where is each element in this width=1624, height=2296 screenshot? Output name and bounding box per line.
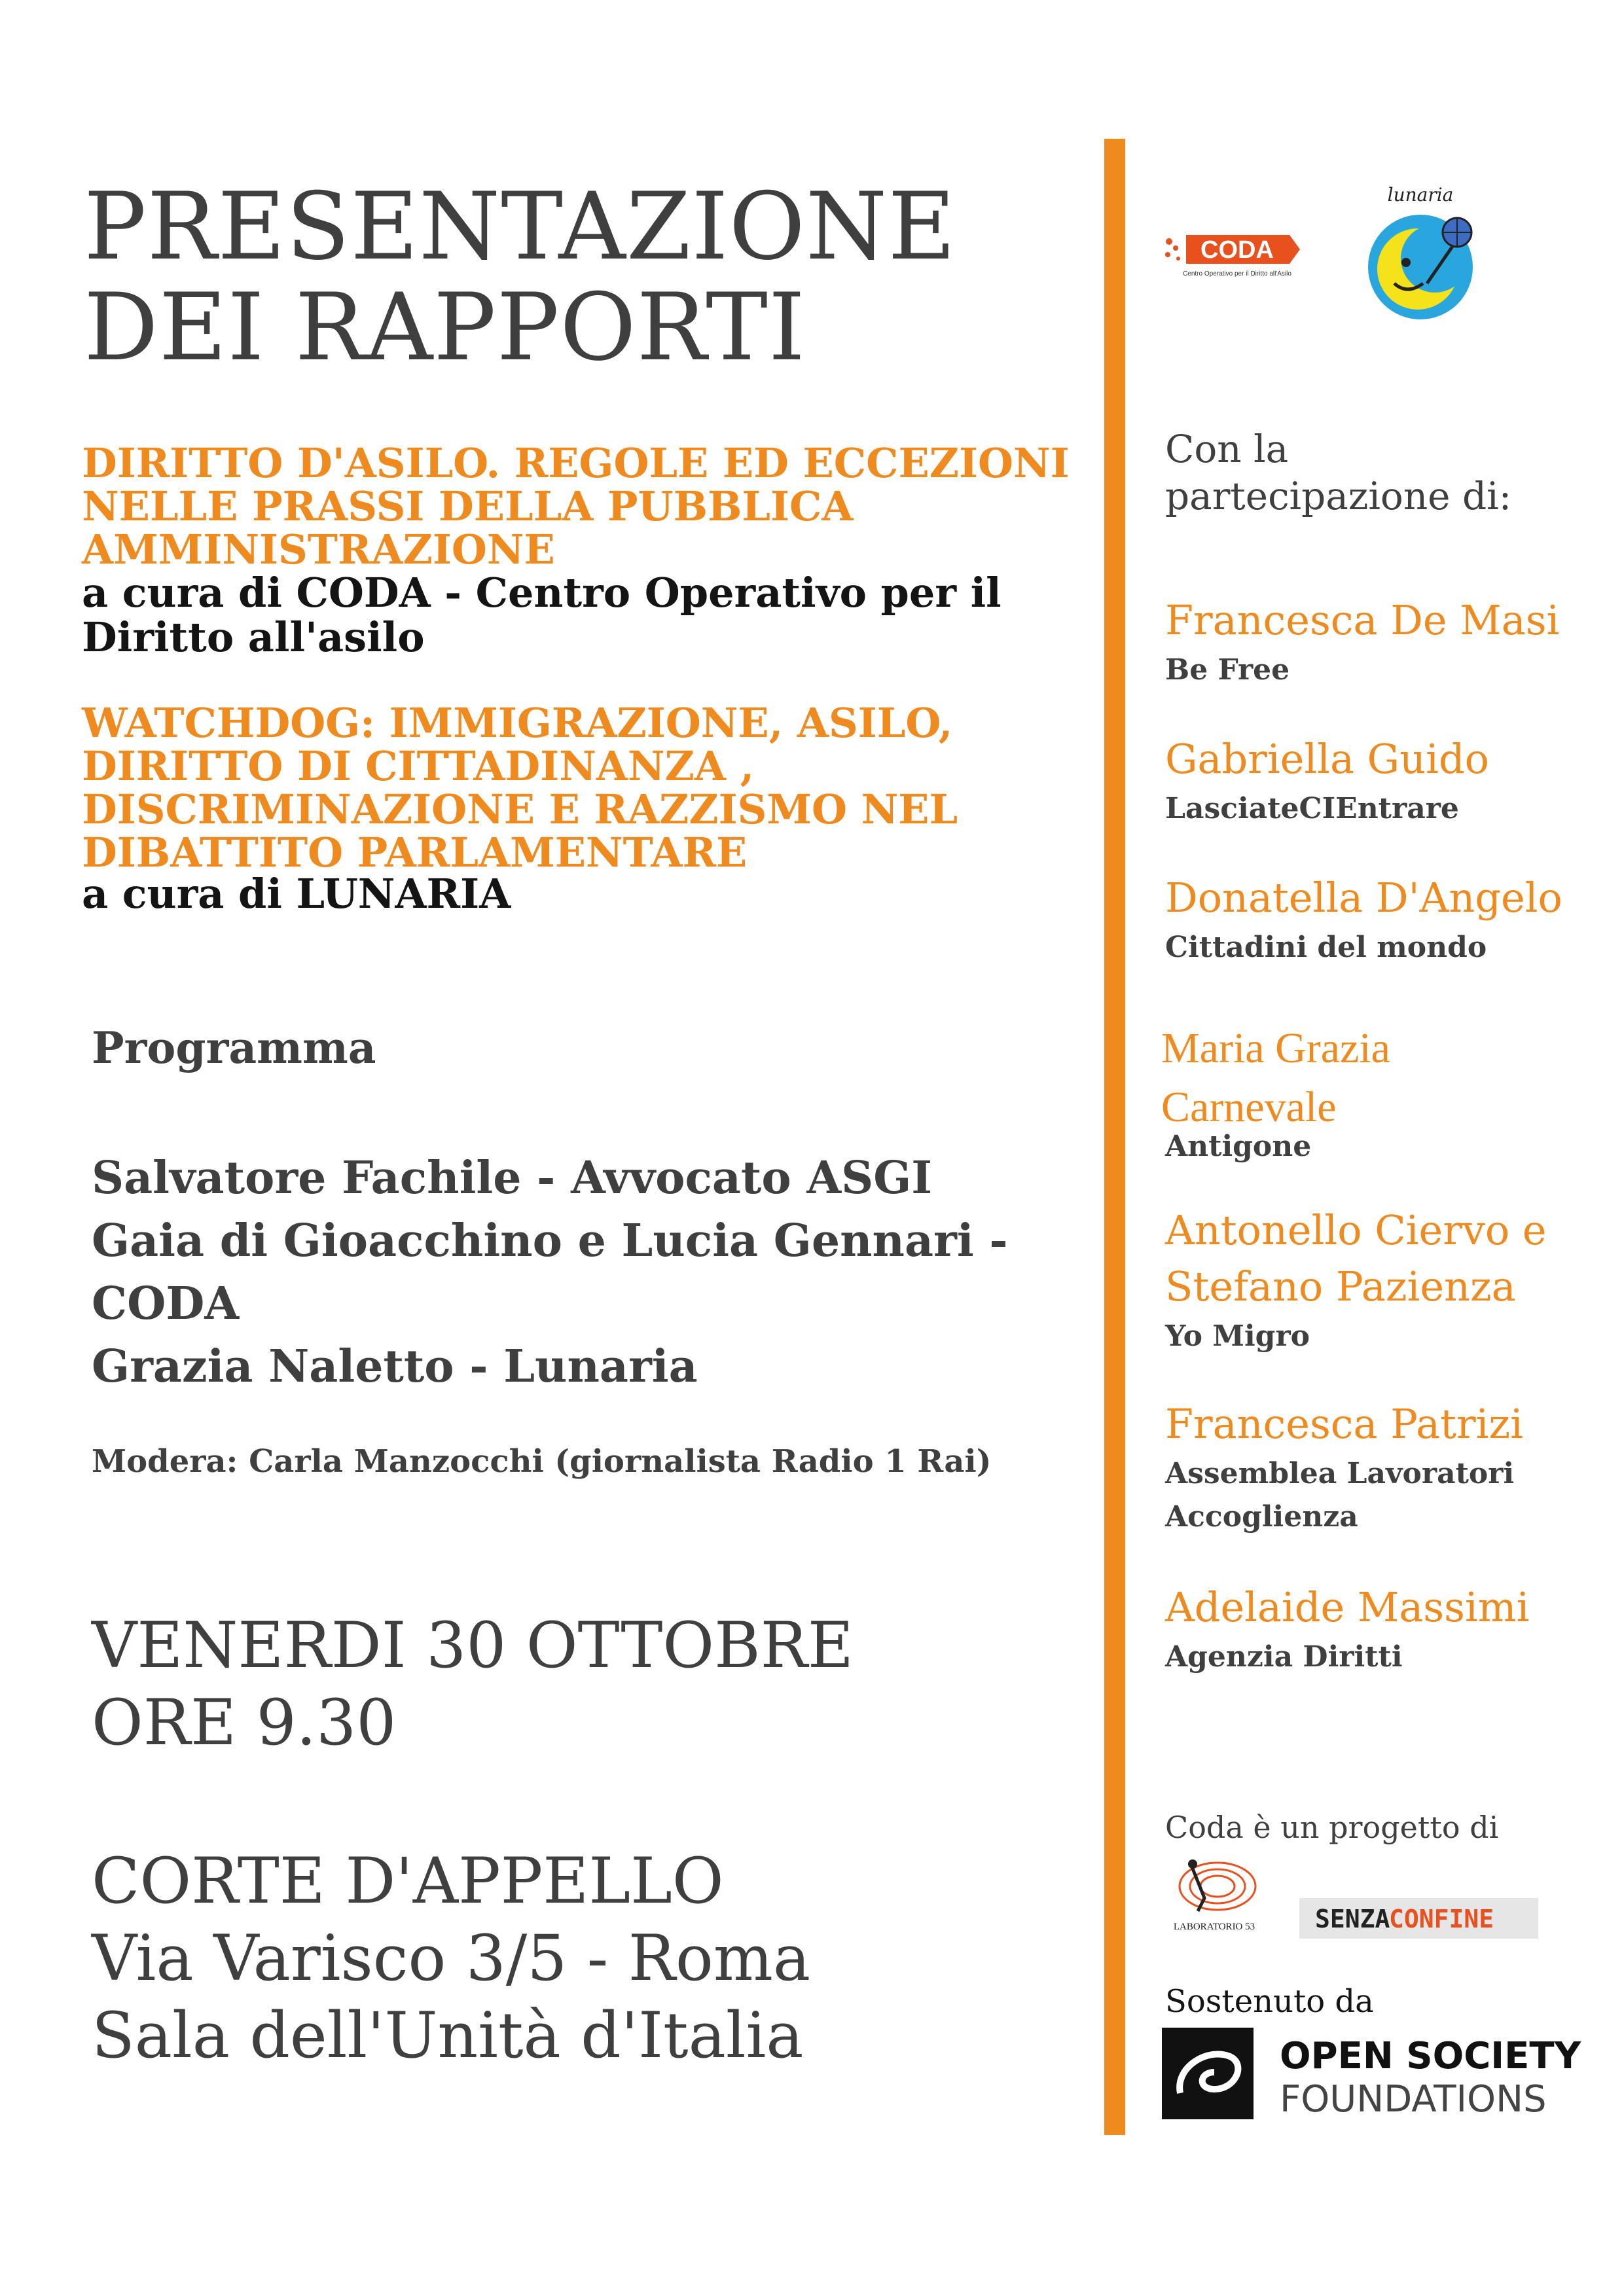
program-line: CODA — [92, 1278, 240, 1330]
lunaria-logo-text: lunaria — [1387, 184, 1454, 206]
participant-name-continued: Stefano Pazienza — [1165, 1263, 1516, 1310]
report-2-author-line: a cura di LUNARIA — [82, 870, 511, 918]
participation-heading-line: partecipazione di: — [1165, 474, 1512, 518]
title-line-2: DEI RAPPORTI — [84, 274, 806, 382]
event-venue — [92, 1842, 810, 2074]
program-line: Grazia Naletto - Lunaria — [92, 1340, 698, 1393]
laboratorio53-logo-text: LABORATORIO 53 — [1173, 1922, 1255, 1932]
participant-item — [1165, 731, 1489, 831]
participant-name: Adelaide Massimi — [1165, 1583, 1530, 1631]
participant-item — [1165, 1579, 1529, 1679]
participant-name: Maria Grazia — [1161, 1024, 1390, 1072]
participant-org-continued: Accoglienza — [1165, 1500, 1358, 1534]
participant-org: Yo Migro — [1165, 1319, 1310, 1353]
participant-org: Agenzia Diritti — [1165, 1640, 1403, 1674]
participant-name-continued: Carnevale — [1161, 1083, 1337, 1131]
coda-logo-subtext: Centro Operativo per il Diritto all'Asilo — [1183, 270, 1291, 278]
participant-name: Antonello Ciervo e — [1165, 1206, 1547, 1254]
participant-name: Francesca Patrizi — [1165, 1400, 1523, 1448]
participation-heading-line: Con la — [1165, 427, 1289, 471]
report-2-title-line: DIRITTO DI CITTADINANZA , — [82, 742, 755, 790]
senzaconfine-logo — [1299, 1898, 1538, 1939]
lunaria-logo — [1355, 185, 1486, 323]
participant-org: Cittadini del mondo — [1165, 931, 1487, 964]
event-date: VENERDI 30 OTTOBRE — [92, 1609, 854, 1682]
venue-line: Via Varisco 3/5 - Roma — [92, 1922, 811, 1995]
participant-org: Be Free — [1165, 653, 1290, 687]
open-society-foundations-logo — [1162, 2028, 1581, 2126]
venue-line: CORTE D'APPELLO — [92, 1844, 724, 1918]
page-title — [84, 173, 956, 382]
participant-org: LasciateCIEntrare — [1165, 792, 1459, 825]
participant-item — [1165, 1202, 1547, 1358]
participant-name: Francesca De Masi — [1165, 596, 1560, 644]
coda-project-label: Coda è un progetto di — [1165, 1810, 1499, 1845]
participant-name: Donatella D'Angelo — [1165, 874, 1562, 922]
osf-logo-line1: OPEN SOCIETY — [1280, 2035, 1581, 2077]
participant-org: Assemblea Lavoratori — [1165, 1457, 1515, 1490]
report-2-title-line: DIBATTITO PARLAMENTARE — [82, 829, 748, 876]
coda-logo-text: CODA — [1200, 236, 1274, 264]
report-2-title-line: DISCRIMINAZIONE E RAZZISMO NEL — [82, 785, 958, 833]
program-heading: Programma — [92, 1022, 376, 1073]
report-2-title — [82, 699, 958, 876]
venue-line: Sala dell'Unità d'Italia — [92, 1999, 804, 2072]
event-time: ORE 9.30 — [92, 1686, 397, 1759]
report-1-title-line: NELLE PRASSI DELLA PUBBLICA — [82, 482, 854, 530]
senzaconfine-logo-text-a: SENZA — [1315, 1905, 1390, 1933]
report-1-title-line: AMMINISTRAZIONE — [82, 526, 555, 573]
program-line: Salvatore Fachile - Avvocato ASGI — [92, 1152, 933, 1204]
osf-logo-line2: FOUNDATIONS — [1280, 2078, 1547, 2121]
participant-item — [1165, 1396, 1523, 1539]
report-1-author-line: a cura di CODA - Centro Operativo per il — [82, 569, 1001, 617]
participant-item — [1165, 592, 1559, 692]
moderator-line: Modera: Carla Manzocchi (giornalista Radio 1 Rai) — [92, 1443, 992, 1480]
event-date-time — [92, 1607, 854, 1761]
coda-logo — [1160, 232, 1303, 283]
title-line-1: PRESENTAZIONE — [84, 173, 956, 281]
report-2-title-line: WATCHDOG: IMMIGRAZIONE, ASILO, — [82, 699, 953, 747]
participant-item — [1165, 870, 1562, 969]
vertical-divider — [1104, 139, 1125, 2135]
report-1-author — [82, 571, 1001, 660]
participant-org: Antigone — [1165, 1130, 1312, 1163]
participant-item — [1161, 1019, 1390, 1168]
report-1-author-line: Diritto all'asilo — [82, 613, 425, 661]
program-line: Gaia di Gioacchino e Lucia Gennari - — [92, 1215, 1008, 1267]
report-1-title — [82, 439, 1070, 573]
senzaconfine-logo-text-b: CONFINE — [1389, 1905, 1494, 1933]
laboratorio53-logo — [1165, 1852, 1263, 1937]
report-1-title-line: DIRITTO D'ASILO. REGOLE ED ECCEZIONI — [82, 439, 1070, 487]
report-2-author — [82, 872, 511, 916]
participant-name: Gabriella Guido — [1165, 735, 1489, 783]
supported-by-label: Sostenuto da — [1165, 1983, 1374, 2020]
program-list — [92, 1147, 1008, 1398]
participation-heading — [1165, 425, 1511, 520]
